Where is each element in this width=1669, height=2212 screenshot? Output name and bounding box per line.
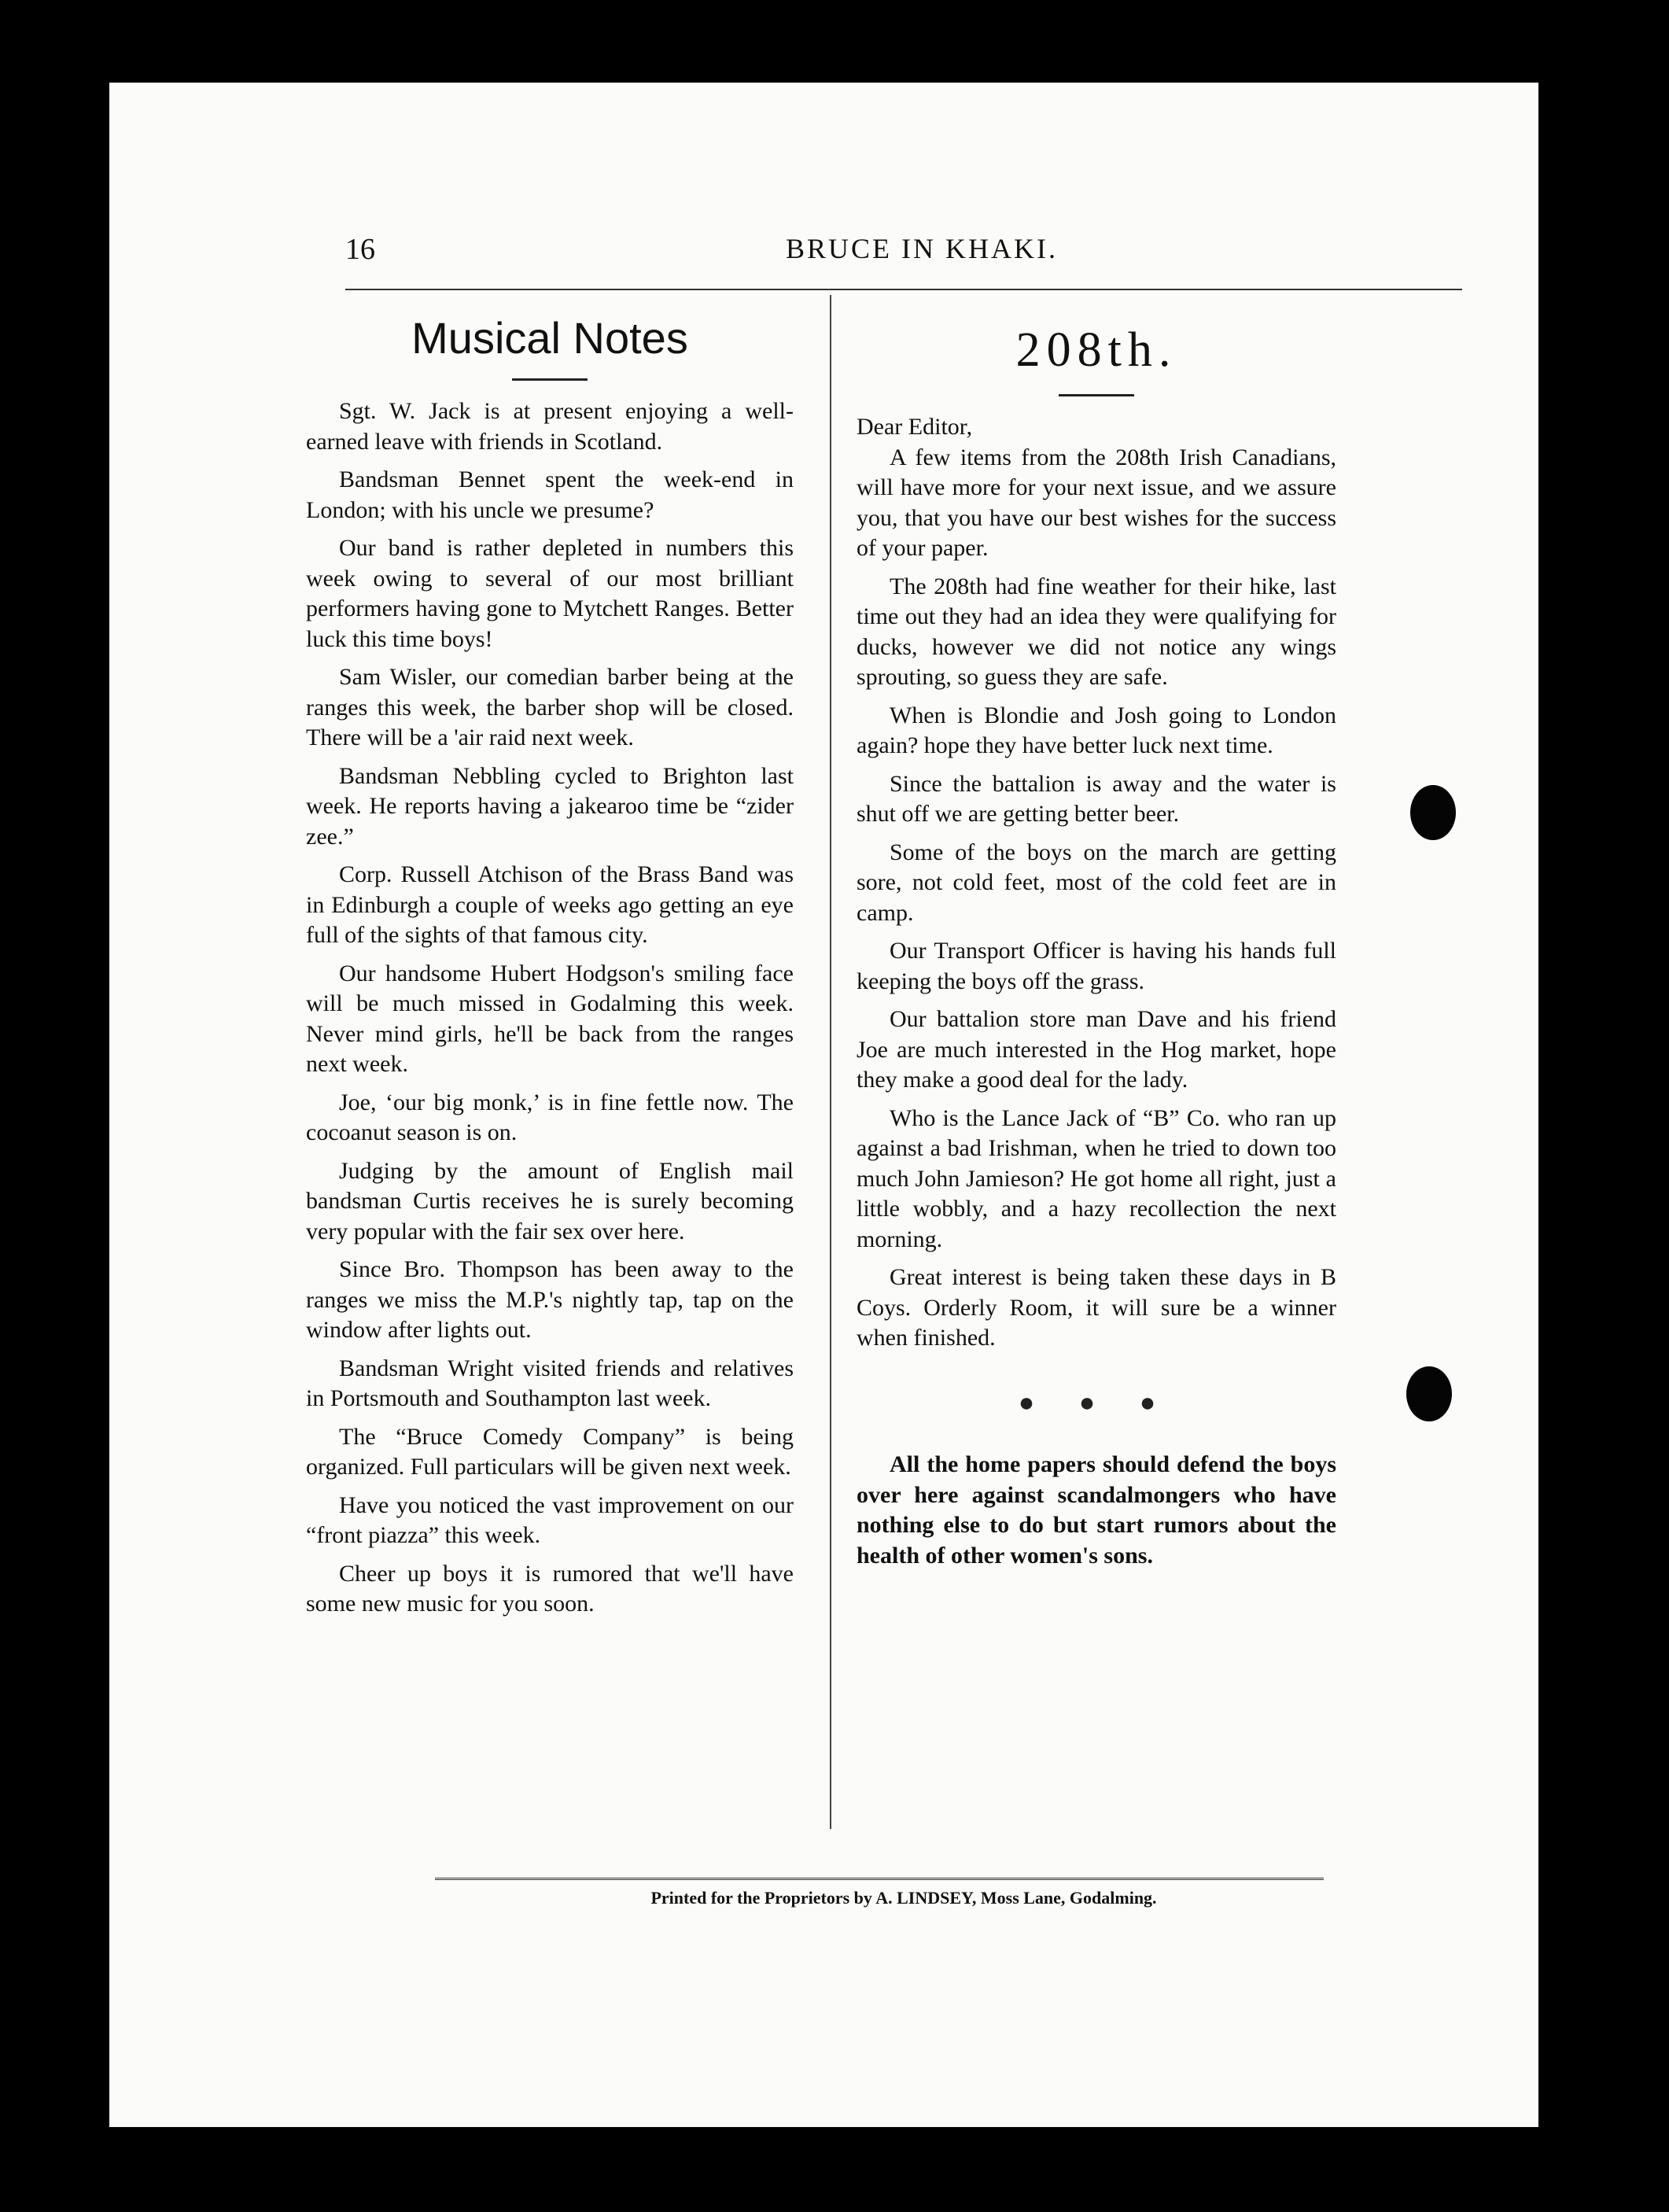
paragraph: When is Blondie and Josh going to London again? hope they have better luck next time. [857,702,1336,758]
paragraph: Our battalion store man Dave and his friend Joe are much interested in the Hog market, hope they make a good deal for the lady. [857,1006,1336,1093]
salutation: Dear Editor, [857,414,973,440]
paragraph: Our Transport Officer is having his hands full keeping the boys off the grass. [857,938,1336,994]
paragraph: Bandsman Bennet spent the week-end in London; with his uncle we presume? [306,466,794,523]
paragraph: Bandsman Nebbling cycled to Brighton last week. He reports having a jakearoo time be “zider zee.” [306,762,794,850]
paragraph: Corp. Russell Atchison of the Brass Band was in Edinburgh a couple of weeks ago getting an eye full of the sights of that famous city. [306,861,794,948]
paragraph: Sam Wisler, our comedian barber being at the ranges this week, the barber shop will be closed. There will be a 'air raid next week. [306,664,794,750]
paragraph: Some of the boys on the march are getting sore, not cold feet, most of the cold feet are in camp. [857,839,1336,926]
title-rule [512,378,588,381]
paragraph: Since Bro. Thompson has been away to the ranges we miss the M.P.'s nightly tap, tap on the window after lights out. [306,1256,794,1343]
208th-column [857,319,1336,1579]
footer-rule [435,1878,1324,1880]
paragraph: Bandsman Wright visited friends and relatives in Portsmouth and Southampton last week. [306,1355,794,1411]
208th-title: 208th. [1015,323,1177,377]
paragraph: The “Bruce Comedy Company” is being organized. Full particulars will be given next week. [306,1423,794,1480]
paragraph: Judging by the amount of English mail bandsman Curtis receives he is surely becoming very popular with the fair sex over here. [306,1157,794,1244]
paragraph: Sgt. W. Jack is at present enjoying a well-earned leave with friends in Scotland. [306,398,794,455]
musical-notes-title: Musical Notes [411,313,688,363]
binder-hole [1406,1366,1452,1421]
closing-note: All the home papers should defend the boys over here against scandalmongers who have nothing else to do but start rumors about the health of other women's sons. [857,1451,1336,1569]
section-ornament: ● ● ● [1018,1388,1175,1418]
paragraph: Our handsome Hubert Hodgson's smiling face will be much missed in Godalming this week. Never mind girls, he'll be back from the ranges next week. [306,960,794,1077]
running-title: BRUCE IN KHAKI. [786,233,1058,264]
binder-hole [1410,785,1456,840]
paragraph: Cheer up boys it is rumored that we'll have some new music for you soon. [306,1560,794,1617]
musical-notes-body [306,396,794,1620]
header-rule [345,289,1462,290]
page-number: 16 [345,233,375,266]
paragraph: The 208th had fine weather for their hike, last time out they had an idea they were qualifying for ducks, however we did not notice any wings sprouting, so guess they are safe. [857,573,1336,690]
title-rule [1059,394,1134,396]
printer-imprint: Printed for the Proprietors by A. LINDSEY, Moss Lane, Godalming. [650,1888,1157,1908]
column-divider [830,295,831,1829]
newspaper-page [109,83,1538,2127]
musical-notes-column [306,311,794,1628]
paragraph: Joe, ‘our big monk,’ is in fine fettle now. The cocoanut season is on. [306,1089,794,1145]
page-header [345,232,1462,279]
paragraph: Who is the Lance Jack of “B” Co. who ran up against a bad Irishman, when he tried to down too much John Jamieson? He got home all right, just a little wobbly, and a hazy recollection the next morning. [857,1104,1336,1252]
paragraph: Our band is rather depleted in numbers this week owing to several of our most brilliant performers having gone to Mytchett Ranges. Better luck this time boys! [306,535,794,652]
paragraph: A few items from the 208th Irish Canadians, will have more for your next issue, and we assure you, that you have our best wishes for the success of your paper. [857,444,1336,561]
paragraph: Since the battalion is away and the water is shut off we are getting better beer. [857,770,1336,827]
paragraph: Have you noticed the vast improvement on our “front piazza” this week. [306,1491,794,1548]
paragraph: Great interest is being taken these days in B Coys. Orderly Room, it will sure be a winner when finished. [857,1264,1336,1351]
208th-body [857,443,1336,1354]
